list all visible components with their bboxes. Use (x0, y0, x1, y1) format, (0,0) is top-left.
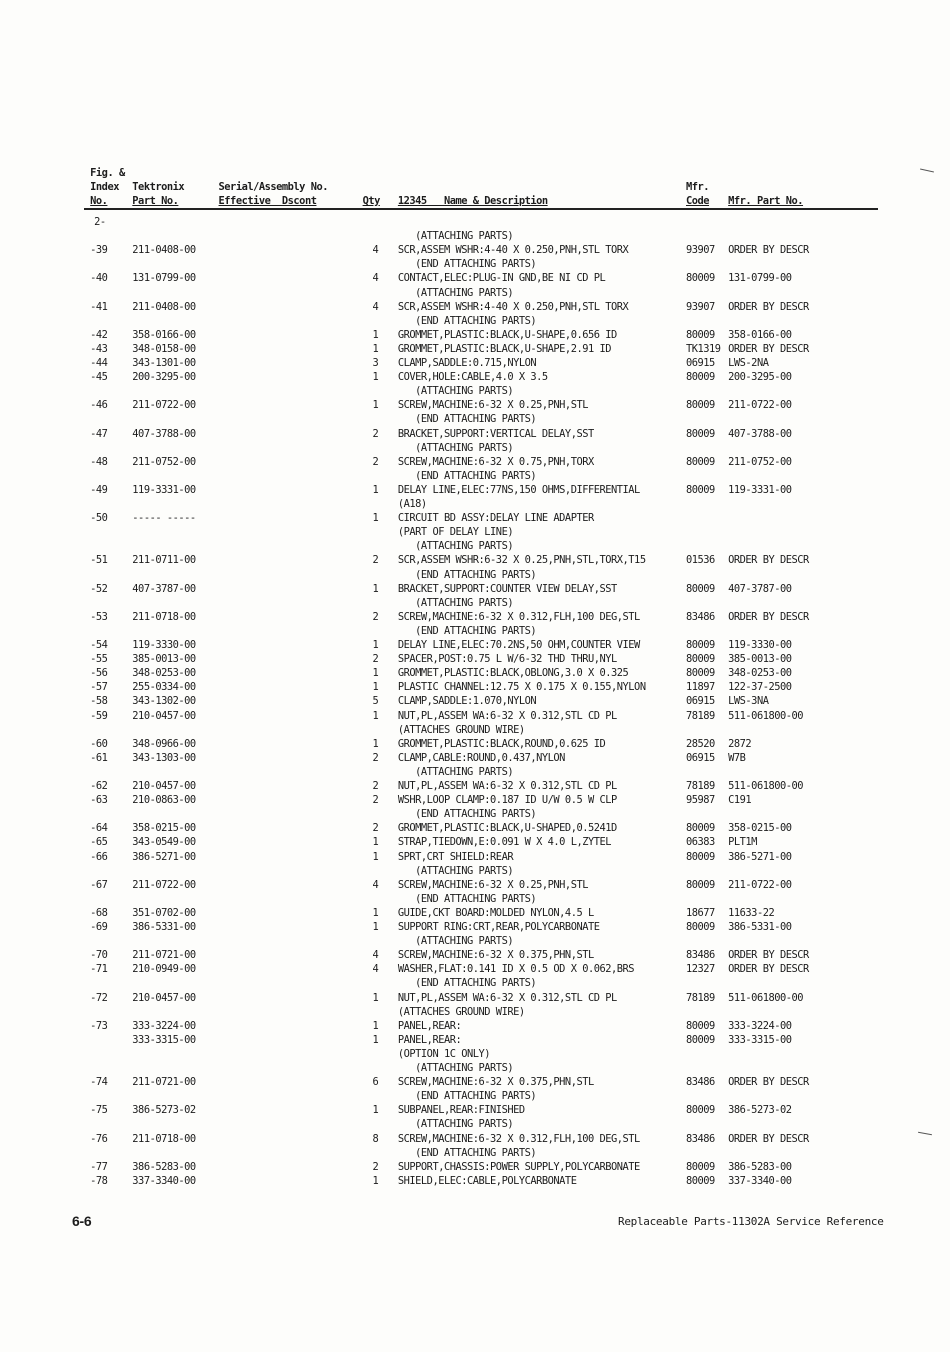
name-description: GROMMET,PLASTIC:BLACK,U-SHAPE,2.91 ID (397, 342, 612, 355)
mfr-code: 83486 (686, 1076, 715, 1089)
mfr-part-number: 200-3295-00 (728, 371, 792, 384)
quantity: 4 (372, 949, 379, 962)
mfr-code: 80009 (686, 822, 715, 835)
name-description: DELAY LINE,ELEC:77NS,150 OHMS,DIFFERENTIAL (397, 483, 640, 496)
mfr-code: 80009 (686, 667, 715, 680)
name-description: SPACER,POST:0.75 L W/6-32 THD THRU,NYL (397, 653, 617, 666)
mfr-code: 28520 (686, 737, 715, 750)
name-description: NUT,PL,ASSEM WA:6-32 X 0.312,STL CD PL (397, 780, 617, 792)
mfr-code: 95987 (686, 794, 715, 807)
header-mfr-part: Mfr. Part No. (728, 195, 804, 207)
index-number: -72 (90, 991, 108, 1004)
name-description: (ATTACHING PARTS) (397, 596, 514, 609)
header-mfr-line2: Code (686, 195, 710, 207)
tektronix-part-number: 358-0166-00 (132, 328, 196, 341)
tektronix-part-number: 211-0721-00 (132, 1076, 196, 1089)
tektronix-part-number: 348-0253-00 (132, 667, 196, 680)
tektronix-part-number: 333-3315-00 (132, 1033, 196, 1046)
name-description: (END ATTACHING PARTS) (397, 258, 537, 271)
quantity: 1 (372, 1033, 379, 1046)
tektronix-part-number: 211-0722-00 (132, 399, 196, 412)
mfr-part-number: 511-061800-00 (728, 991, 804, 1004)
tektronix-part-number: 210-0949-00 (132, 963, 196, 976)
quantity: 2 (372, 455, 379, 468)
mfr-part-number: ORDER BY DESCR (728, 949, 809, 962)
mfr-code: 78189 (686, 991, 715, 1004)
mfr-code: 06915 (686, 695, 715, 708)
name-description: (END ATTACHING PARTS) (397, 413, 537, 426)
quantity: 1 (372, 1104, 379, 1117)
quantity: 1 (372, 836, 379, 849)
tektronix-part-number: 337-3340-00 (132, 1174, 196, 1187)
quantity: 4 (372, 244, 379, 257)
header-serial-line2: Effective Dscont (218, 195, 317, 207)
name-description: (ATTACHES GROUND WIRE) (397, 1005, 525, 1018)
name-description: SHIELD,ELEC:CABLE,POLYCARBONATE (397, 1174, 577, 1187)
tektronix-part-number: 211-0711-00 (132, 554, 196, 567)
mfr-part-number: W7B (728, 751, 746, 764)
name-description: (ATTACHING PARTS) (397, 286, 514, 299)
name-description: (ATTACHING PARTS) (397, 864, 514, 877)
index-number: -63 (90, 794, 108, 807)
quantity: 1 (372, 737, 379, 750)
name-description: (END ATTACHING PARTS) (397, 469, 537, 482)
name-description: SCR,ASSEM WSHR:4-40 X 0.250,PNH,STL TORX (397, 300, 629, 313)
name-description: CLAMP,CABLE:ROUND,0.437,NYLON (397, 751, 565, 764)
name-description: (END ATTACHING PARTS) (397, 1146, 537, 1159)
name-description: BRACKET,SUPPORT:VERTICAL DELAY,SST (397, 427, 594, 440)
name-description: NUT,PL,ASSEM WA:6-32 X 0.312,STL CD PL (397, 709, 617, 722)
mfr-part-number: 11633-22 (728, 906, 775, 919)
quantity: 1 (372, 512, 379, 525)
tektronix-part-number: 119-3330-00 (132, 639, 196, 651)
tektronix-part-number: 386-5271-00 (132, 850, 196, 863)
index-number: -65 (90, 836, 108, 849)
index-number: -60 (90, 737, 108, 750)
quantity: 4 (372, 300, 379, 313)
quantity: 2 (372, 653, 379, 666)
mfr-part-number: 333-3224-00 (728, 1019, 792, 1032)
tektronix-part-number: 211-0721-00 (132, 949, 196, 962)
name-description: (END ATTACHING PARTS) (397, 977, 537, 990)
header-serial-line1: Serial/Assembly No. (218, 181, 328, 193)
mfr-part-number: 211-0752-00 (728, 455, 792, 468)
quantity: 1 (372, 667, 379, 680)
mfr-part-number: ORDER BY DESCR (728, 963, 809, 976)
name-description: (ATTACHING PARTS) (397, 441, 514, 454)
tektronix-part-number: 343-1302-00 (132, 695, 196, 708)
quantity: 1 (372, 342, 379, 355)
name-description: WSHR,LOOP CLAMP:0.187 ID U/W 0.5 W CLP (397, 794, 617, 807)
mfr-code: 06915 (686, 357, 715, 369)
tektronix-part-number: 343-0549-00 (132, 836, 196, 849)
index-number: -43 (90, 342, 108, 355)
mfr-part-number: 386-5271-00 (728, 850, 792, 863)
mfr-code: 80009 (686, 328, 715, 341)
mfr-code: 80009 (686, 639, 715, 651)
document-title: Replaceable Parts-11302A Service Reference (618, 1215, 884, 1228)
mfr-code: 06383 (686, 836, 715, 849)
mfr-part-number: 131-0799-00 (728, 272, 792, 285)
mfr-part-number: ORDER BY DESCR (728, 554, 809, 567)
name-description: (ATTACHING PARTS) (397, 765, 514, 778)
name-description: GROMMET,PLASTIC:BLACK,ROUND,0.625 ID (397, 737, 606, 750)
mfr-part-number: 407-3787-00 (728, 582, 792, 595)
name-description: CONTACT,ELEC:PLUG-IN GND,BE NI CD PL (397, 272, 606, 285)
index-number: -75 (90, 1104, 108, 1117)
tektronix-part-number: 348-0966-00 (132, 737, 196, 750)
mfr-code: 18677 (686, 906, 715, 919)
tektronix-part-number: 119-3331-00 (132, 483, 196, 496)
tektronix-part-number: 343-1301-00 (132, 357, 196, 369)
mfr-part-number: 211-0722-00 (728, 878, 792, 891)
name-description: PANEL,REAR: (397, 1033, 462, 1046)
quantity: 1 (372, 371, 379, 384)
index-number: -78 (90, 1174, 108, 1187)
quantity: 2 (372, 780, 379, 792)
quantity: 4 (372, 878, 379, 891)
name-description: SCR,ASSEM WSHR:4-40 X 0.250,PNH,STL TORX (397, 244, 629, 257)
page-number: 6-6 (72, 1213, 92, 1229)
tektronix-part-number: 386-5283-00 (132, 1160, 196, 1173)
tektronix-part-number: 333-3224-00 (132, 1019, 196, 1032)
mfr-part-number: LWS-3NA (728, 695, 769, 708)
quantity: 1 (372, 1019, 379, 1032)
header-tek-line1: Tektronix (132, 181, 185, 193)
mfr-part-number: PLT1M (728, 836, 757, 849)
index-number: -62 (90, 780, 108, 792)
quantity: 1 (372, 991, 379, 1004)
mfr-code: 80009 (686, 483, 715, 496)
mfr-code: 01536 (686, 554, 715, 567)
quantity: 2 (372, 751, 379, 764)
index-number: -58 (90, 695, 108, 708)
mfr-code: 12327 (686, 963, 715, 976)
tektronix-part-number: 210-0457-00 (132, 780, 196, 792)
mfr-part-number: 386-5273-02 (728, 1104, 792, 1117)
name-description: NUT,PL,ASSEM WA:6-32 X 0.312,STL CD PL (397, 991, 617, 1004)
mfr-part-number: 2872 (728, 737, 752, 750)
quantity: 1 (372, 639, 379, 651)
name-description: (END ATTACHING PARTS) (397, 892, 537, 905)
header-rule (84, 208, 878, 210)
header-name-desc: 12345 Name & Description (397, 195, 548, 207)
name-description: CLAMP,SADDLE:0.715,NYLON (397, 357, 537, 369)
mfr-part-number: ORDER BY DESCR (728, 610, 809, 623)
mfr-part-number: ORDER BY DESCR (728, 300, 809, 313)
quantity: 2 (372, 1160, 379, 1173)
tektronix-part-number: 211-0718-00 (132, 610, 196, 623)
quantity: 1 (372, 328, 379, 341)
index-number: -67 (90, 878, 108, 891)
mfr-code: 80009 (686, 1160, 715, 1173)
mfr-part-number: 119-3330-00 (728, 639, 792, 651)
index-number: -59 (90, 709, 108, 722)
mfr-code: 80009 (686, 455, 715, 468)
quantity: 3 (372, 357, 379, 369)
tektronix-part-number: 211-0718-00 (132, 1132, 196, 1145)
quantity: 1 (372, 921, 379, 933)
mfr-part-number: LWS-2NA (728, 357, 769, 369)
tektronix-part-number: 386-5273-02 (132, 1104, 196, 1117)
index-number: -50 (90, 512, 108, 525)
header-fig-line2: Index (90, 181, 119, 193)
header-qty: Qty (362, 195, 380, 207)
name-description: (END ATTACHING PARTS) (397, 568, 537, 581)
mfr-part-number: 511-061800-00 (728, 780, 804, 792)
index-number: -73 (90, 1019, 108, 1032)
quantity: 1 (372, 399, 379, 412)
name-description: (ATTACHING PARTS) (397, 385, 514, 398)
name-description: (ATTACHES GROUND WIRE) (397, 723, 525, 736)
mfr-code: 80009 (686, 272, 715, 285)
mfr-part-number: 358-0166-00 (728, 328, 792, 341)
header-fig-line1: Fig. & (90, 167, 125, 179)
mfr-code: TK1319 (686, 342, 721, 355)
index-number: -57 (90, 681, 108, 694)
mfr-code: 83486 (686, 1132, 715, 1145)
name-description: (A18) (397, 498, 427, 510)
index-number: -56 (90, 667, 108, 680)
header-mfr-line1: Mfr. (686, 181, 710, 193)
index-number: -64 (90, 822, 108, 835)
index-number: -45 (90, 371, 108, 384)
index-number: -39 (90, 244, 108, 257)
mfr-part-number: 358-0215-00 (728, 822, 792, 835)
header-fig-line3: No. (90, 195, 108, 207)
mfr-code: 06915 (686, 751, 715, 764)
mfr-part-number: 122-37-2500 (728, 681, 792, 694)
quantity: 4 (372, 963, 379, 976)
mfr-code: 80009 (686, 1019, 715, 1032)
mfr-code: 80009 (686, 1104, 715, 1117)
name-description: BRACKET,SUPPORT:COUNTER VIEW DELAY,SST (397, 582, 617, 595)
index-number: -48 (90, 455, 108, 468)
mfr-part-number: ORDER BY DESCR (728, 1076, 809, 1089)
scan-mark (918, 1132, 932, 1135)
mfr-part-number: 348-0253-00 (728, 667, 792, 680)
name-description: (OPTION 1C ONLY) (397, 1047, 491, 1060)
tektronix-part-number: ----- ----- (132, 512, 196, 525)
index-number: -71 (90, 963, 108, 976)
name-description: SCREW,MACHINE:6-32 X 0.75,PNH,TORX (397, 455, 594, 468)
name-description: SUBPANEL,REAR:FINISHED (397, 1104, 525, 1117)
mfr-code: 11897 (686, 681, 715, 694)
mfr-code: 80009 (686, 653, 715, 666)
name-description: (END ATTACHING PARTS) (397, 808, 537, 821)
mfr-code: 80009 (686, 1174, 715, 1187)
index-number: -68 (90, 906, 108, 919)
index-number: -42 (90, 328, 108, 341)
mfr-part-number: 337-3340-00 (728, 1174, 792, 1187)
mfr-code: 93907 (686, 300, 715, 313)
name-description: SCREW,MACHINE:6-32 X 0.25,PNH,STL (397, 399, 588, 412)
name-description: DELAY LINE,ELEC:70.2NS,50 OHM,COUNTER VIEW (397, 639, 640, 651)
name-description: GROMMET,PLASTIC:BLACK,OBLONG,3.0 X 0.325 (397, 667, 629, 680)
mfr-part-number: 386-5331-00 (728, 921, 792, 933)
tektronix-part-number: 385-0013-00 (132, 653, 196, 666)
mfr-part-number: ORDER BY DESCR (728, 244, 809, 257)
tektronix-part-number: 255-0334-00 (132, 681, 196, 694)
name-description: WASHER,FLAT:0.141 ID X 0.5 OD X 0.062,BRS (397, 963, 635, 976)
name-description: (ATTACHING PARTS) (397, 935, 514, 948)
quantity: 1 (372, 681, 379, 694)
index-number: -44 (90, 357, 108, 369)
name-description: COVER,HOLE:CABLE,4.0 X 3.5 (397, 371, 548, 384)
index-number: -61 (90, 751, 108, 764)
quantity: 5 (372, 695, 379, 708)
tektronix-part-number: 351-0702-00 (132, 906, 196, 919)
index-number: -69 (90, 921, 108, 933)
name-description: SUPPORT,CHASSIS:POWER SUPPLY,POLYCARBONATE (397, 1160, 640, 1173)
tektronix-part-number: 210-0457-00 (132, 709, 196, 722)
quantity: 2 (372, 822, 379, 835)
index-number: -51 (90, 554, 108, 567)
name-description: (PART OF DELAY LINE) (397, 526, 514, 539)
index-number: -54 (90, 639, 108, 651)
mfr-part-number: C191 (728, 794, 752, 807)
quantity: 1 (372, 582, 379, 595)
mfr-part-number: 386-5283-00 (728, 1160, 792, 1173)
name-description: SCREW,MACHINE:6-32 X 0.375,PHN,STL (397, 1076, 594, 1089)
quantity: 2 (372, 427, 379, 440)
tektronix-part-number: 358-0215-00 (132, 822, 196, 835)
quantity: 4 (372, 272, 379, 285)
tektronix-part-number: 211-0722-00 (132, 878, 196, 891)
name-description: (END ATTACHING PARTS) (397, 314, 537, 327)
quantity: 1 (372, 1174, 379, 1187)
name-description: SCREW,MACHINE:6-32 X 0.312,FLH,100 DEG,STL (397, 1132, 640, 1145)
quantity: 1 (372, 709, 379, 722)
tektronix-part-number: 210-0457-00 (132, 991, 196, 1004)
tektronix-part-number: 211-0752-00 (132, 455, 196, 468)
name-description: SUPPORT RING:CRT,REAR,POLYCARBONATE (397, 921, 600, 933)
quantity: 2 (372, 554, 379, 567)
mfr-part-number: ORDER BY DESCR (728, 1132, 809, 1145)
index-number: -77 (90, 1160, 108, 1173)
mfr-code: 80009 (686, 427, 715, 440)
mfr-code: 78189 (686, 780, 715, 792)
index-number: -76 (90, 1132, 108, 1145)
index-number: 2- (94, 216, 106, 228)
name-description: PANEL,REAR: (397, 1019, 462, 1032)
index-number: -40 (90, 272, 108, 285)
tektronix-part-number: 131-0799-00 (132, 272, 196, 285)
tektronix-part-number: 211-0408-00 (132, 300, 196, 313)
mfr-part-number: 385-0013-00 (728, 653, 792, 666)
quantity: 2 (372, 610, 379, 623)
name-description: (ATTACHING PARTS) (397, 230, 514, 243)
quantity: 2 (372, 794, 379, 807)
mfr-code: 80009 (686, 1033, 715, 1046)
name-description: GUIDE,CKT BOARD:MOLDED NYLON,4.5 L (397, 906, 594, 919)
name-description: (ATTACHING PARTS) (397, 1118, 514, 1131)
name-description: SPRT,CRT SHIELD:REAR (397, 850, 514, 863)
name-description: PLASTIC CHANNEL:12.75 X 0.175 X 0.155,NYLON (397, 681, 646, 694)
tektronix-part-number: 407-3787-00 (132, 582, 196, 595)
mfr-part-number: 333-3315-00 (728, 1033, 792, 1046)
mfr-part-number: 407-3788-00 (728, 427, 792, 440)
name-description: CIRCUIT BD ASSY:DELAY LINE ADAPTER (397, 512, 594, 525)
index-number: -70 (90, 949, 108, 962)
header-tek-line2: Part No. (132, 195, 179, 207)
mfr-code: 80009 (686, 921, 715, 933)
mfr-part-number: 119-3331-00 (728, 483, 792, 496)
name-description: GROMMET,PLASTIC:BLACK,U-SHAPE,0.656 ID (397, 328, 617, 341)
quantity: 6 (372, 1076, 379, 1089)
name-description: SCREW,MACHINE:6-32 X 0.375,PHN,STL (397, 949, 594, 962)
index-number: -66 (90, 850, 108, 863)
mfr-part-number: ORDER BY DESCR (728, 342, 809, 355)
mfr-code: 93907 (686, 244, 715, 257)
mfr-code: 83486 (686, 610, 715, 623)
quantity: 1 (372, 483, 379, 496)
name-description: GROMMET,PLASTIC:BLACK,U-SHAPED,0.5241D (397, 822, 617, 835)
quantity: 1 (372, 850, 379, 863)
name-description: SCREW,MACHINE:6-32 X 0.25,PNH,STL (397, 878, 588, 891)
tektronix-part-number: 200-3295-00 (132, 371, 196, 384)
mfr-part-number: 211-0722-00 (728, 399, 792, 412)
tektronix-part-number: 348-0158-00 (132, 342, 196, 355)
tektronix-part-number: 211-0408-00 (132, 244, 196, 257)
index-number: -49 (90, 483, 108, 496)
index-number: -74 (90, 1076, 108, 1089)
mfr-code: 80009 (686, 582, 715, 595)
name-description: SCR,ASSEM WSHR:6-32 X 0.25,PNH,STL,TORX,T15 (397, 554, 646, 567)
quantity: 1 (372, 906, 379, 919)
mfr-code: 80009 (686, 399, 715, 412)
mfr-code: 83486 (686, 949, 715, 962)
tektronix-part-number: 210-0863-00 (132, 794, 196, 807)
index-number: -55 (90, 653, 108, 666)
name-description: (ATTACHING PARTS) (397, 1062, 514, 1074)
name-description: STRAP,TIEDOWN,E:0.091 W X 4.0 L,ZYTEL (397, 836, 612, 849)
index-number: -41 (90, 300, 108, 313)
quantity: 8 (372, 1132, 379, 1145)
mfr-code: 80009 (686, 878, 715, 891)
mfr-code: 80009 (686, 850, 715, 863)
name-description: (ATTACHING PARTS) (397, 540, 514, 553)
tektronix-part-number: 386-5331-00 (132, 921, 196, 933)
mfr-code: 80009 (686, 371, 715, 384)
name-description: (END ATTACHING PARTS) (397, 624, 537, 637)
index-number: -52 (90, 582, 108, 595)
mfr-code: 78189 (686, 709, 715, 722)
name-description: (END ATTACHING PARTS) (397, 1090, 537, 1103)
tektronix-part-number: 407-3788-00 (132, 427, 196, 440)
tektronix-part-number: 343-1303-00 (132, 751, 196, 764)
index-number: -46 (90, 399, 108, 412)
name-description: CLAMP,SADDLE:1.070,NYLON (397, 695, 537, 708)
mfr-part-number: 511-061800-00 (728, 709, 804, 722)
name-description: SCREW,MACHINE:6-32 X 0.312,FLH,100 DEG,STL (397, 610, 640, 623)
index-number: -47 (90, 427, 108, 440)
index-number: -53 (90, 610, 108, 623)
